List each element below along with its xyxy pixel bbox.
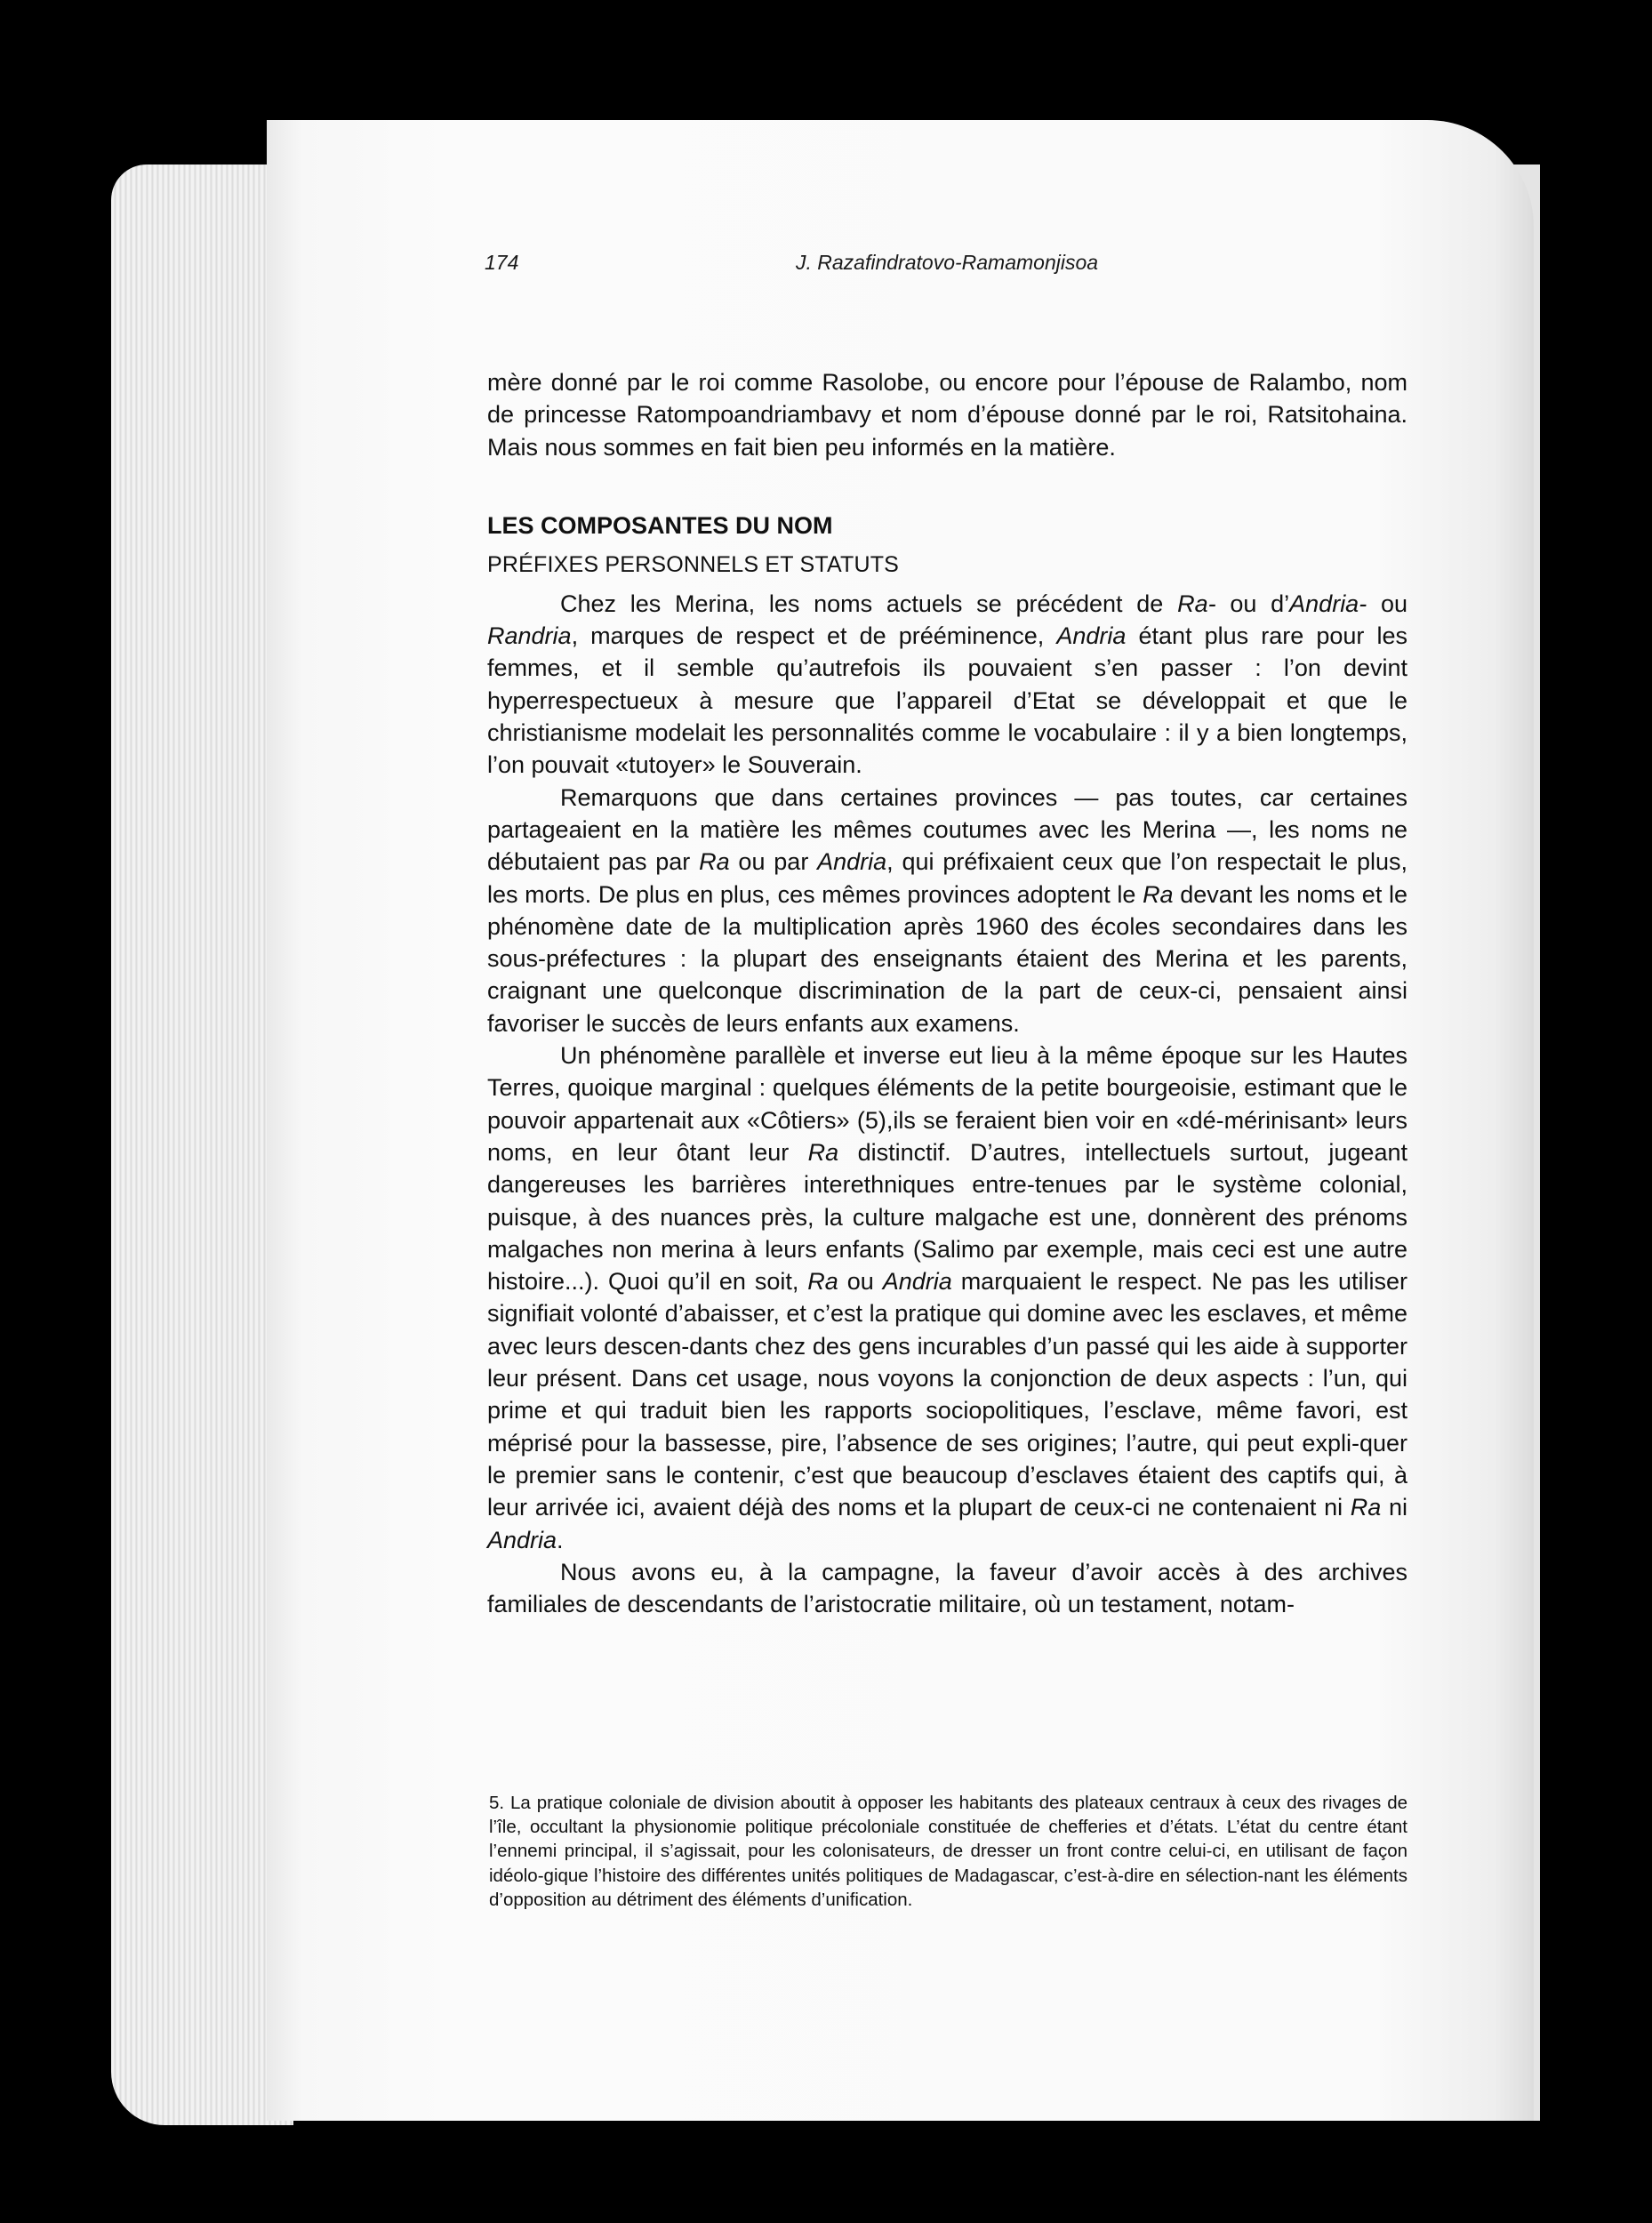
running-head-author: J. Razafindratovo-Ramamonjisoa — [796, 251, 1099, 274]
body-text — [487, 366, 1407, 1620]
footnote-text: 5. La pratique coloniale de division aboutit à opposer les habitants des plateaux centraux à ceux des rivages de l’île, occultant la physionomie politique précoloniale constituée de chefferies et d’états. L’état du centre étant l’ennemi principal, il s’agissait, pour les colonisateurs, de dresser un front contre celui-ci, en utilisant de façon idéolo-gique l’histoire des différentes unités politiques de Madagascar, c’est-à-dire en sélection-nant les éléments d’opposition au détriment des éléments d’unification. — [489, 1793, 1407, 1910]
page-number: 174 — [485, 251, 519, 274]
paragraph-4: Nous avons eu, à la campagne, la faveur d’avoir accès à des archives familiales de descendants de l’aristocratie militaire, où un testament, notam- — [487, 1558, 1407, 1618]
subsection-title: PRÉFIXES PERSONNELS ET STATUTS — [487, 551, 900, 577]
opening-paragraph: mère donné par le roi comme Rasolobe, ou encore pour l’épouse de Ralambo, nom de princesse Ratompoandriambavy et nom d’épouse donné par le roi, Ratsitohaina. Mais nous sommes en fait bien peu informés en la matière. — [487, 369, 1407, 461]
page-header — [485, 251, 1409, 286]
paragraph-1: Chez les Merina, les noms actuels se précédent de Ra- ou d’Andria- ou Randria, marques de respect et de prééminence, Andria étant plus rare pour les femmes, et il semble qu’autrefois ils pouvaient s’en passer : l’on devint hyperrespectueux à mesure que l’appareil d’Etat se développait et que le christianisme modelait les personnalités comme le vocabulaire : il y a bien longtemps, l’on pouvait «tutoyer» le Souverain. — [487, 590, 1407, 779]
paragraph-3: Un phénomène parallèle et inverse eut lieu à la même époque sur les Hautes Terres, quoique marginal : quelques éléments de la petite bourgeoisie, estimant que le pouvoir appartenait aux «Côtiers» (5),ils se feraient bien voir en «dé-mérinisant» leurs noms, en leur ôtant leur Ra distinctif. D’autres, intellectuels surtout, jugeant dangereuses les barrières interethniques entre-tenues par le système colonial, puisque, à des nuances près, la culture malgache est une, donnèrent des prénoms malgaches non merina à leurs enfants (Salimo par exemple, mais ceci est une autre histoire...). Quoi qu’il en soit, Ra ou Andria marquaient le respect. Ne pas les utiliser signifiait volonté d’abaisser, et c’est la pratique qui domine avec les esclaves, et même avec leurs descen-dants chez des gens incurables d’un passé qui les aide à supporter leur présent. Dans cet usage, nous voyons la conjonction de deux aspects : l’un, qui prime et qui traduit bien les rapports sociopolitiques, l’esclave, même favori, est méprisé pour la bassesse, pire, l’absence de ses origines; l’autre, qui peut expli-quer le premier sans le contenir, c’est que beaucoup d’esclaves étaient des captifs qui, à leur arrivée ici, avaient déjà des noms et la plupart de ceux-ci ne contenaient ni Ra ni Andria. — [487, 1042, 1407, 1553]
section-title: LES COMPOSANTES DU NOM — [487, 511, 833, 539]
footnote-5 — [489, 1791, 1407, 1912]
paragraph-2: Remarquons que dans certaines provinces — pas toutes, car certaines partageaient en la matière les mêmes coutumes avec les Merina —, les noms ne débutaient pas par Ra ou par Andria, qui préfixaient ceux que l’on respectait le plus, les morts. De plus en plus, ces mêmes provinces adoptent le Ra devant les noms et le phénomène date de la multiplication après 1960 des écoles secondaires dans les sous-préfectures : la plupart des enseignants étaient des Merina et les parents, craignant une quelconque discrimination de la part de ceux-ci, pensaient ainsi favoriser le succès de leurs enfants aux examens. — [487, 783, 1407, 1037]
